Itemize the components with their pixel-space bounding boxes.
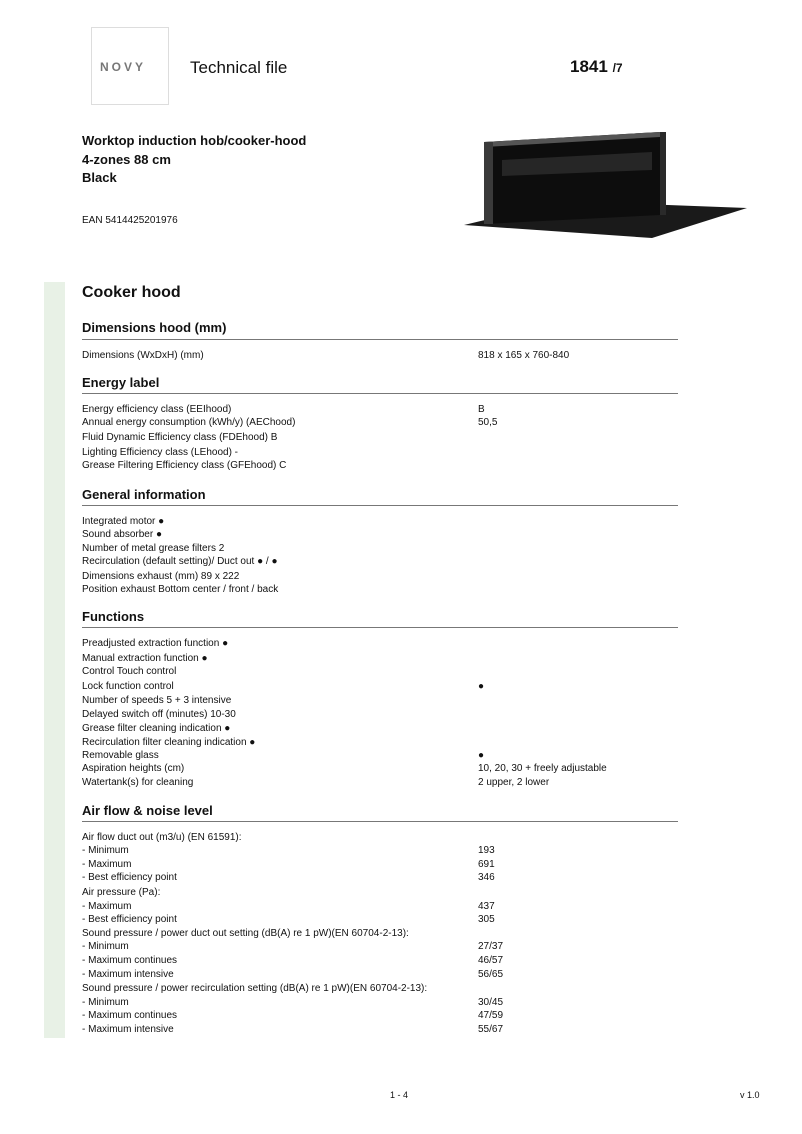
- version: v 1.0: [740, 1090, 760, 1100]
- spec-value: 10, 20, 30 + freely adjustable: [478, 763, 607, 774]
- section-rule: [82, 505, 678, 506]
- spec-label: Air pressure (Pa):: [82, 887, 161, 898]
- main-heading: Cooker hood: [82, 284, 181, 301]
- spec-label: - Best efficiency point: [82, 872, 177, 883]
- section-title-airflow: Air flow & noise level: [82, 803, 213, 818]
- section-rule: [82, 821, 678, 822]
- spec-label: - Minimum: [82, 941, 129, 952]
- spec-label: Recirculation (default setting)/ Duct out ● / ●: [82, 556, 278, 567]
- novy-logo: NOVY: [100, 60, 147, 74]
- spec-label: - Maximum continues: [82, 955, 178, 966]
- spec-value: 193: [478, 845, 495, 856]
- ean-code: EAN 5414425201976: [82, 215, 178, 226]
- spec-value: 47/59: [478, 1010, 504, 1021]
- product-title: [82, 132, 306, 188]
- section-rule: [82, 393, 678, 394]
- spec-label: Recirculation filter cleaning indication ●: [82, 737, 256, 748]
- spec-label: Grease filter cleaning indication ●: [82, 723, 231, 734]
- spec-label: Sound absorber ●: [82, 529, 162, 540]
- spec-label: - Best efficiency point: [82, 914, 177, 925]
- spec-label: - Maximum intensive: [82, 969, 174, 980]
- spec-value: 818 x 165 x 760-840: [478, 350, 570, 361]
- section-title-functions: Functions: [82, 609, 145, 624]
- spec-value: 56/65: [478, 969, 504, 980]
- spec-label: Control Touch control: [82, 666, 177, 677]
- spec-label: - Maximum: [82, 901, 132, 912]
- spec-value: ●: [478, 681, 485, 692]
- spec-value: ●: [478, 750, 485, 761]
- spec-label: Aspiration heights (cm): [82, 763, 185, 774]
- spec-label: Removable glass: [82, 750, 159, 761]
- spec-value: 46/57: [478, 955, 504, 966]
- spec-label: - Maximum: [82, 859, 132, 870]
- spec-value: B: [478, 404, 485, 415]
- spec-value: 2 upper, 2 lower: [478, 777, 550, 788]
- spec-value: 50,5: [478, 417, 498, 428]
- spec-label: Energy efficiency class (EEIhood): [82, 404, 232, 415]
- spec-label: Dimensions (WxDxH) (mm): [82, 350, 204, 361]
- doc-number-suffix: /7: [612, 61, 623, 75]
- spec-label: Lighting Efficiency class (LEhood) -: [82, 447, 239, 458]
- section-title-general: General information: [82, 487, 206, 502]
- spec-label: Delayed switch off (minutes) 10-30: [82, 709, 236, 720]
- spec-label: Integrated motor ●: [82, 516, 165, 527]
- spec-value: 691: [478, 859, 495, 870]
- spec-value: 55/67: [478, 1024, 504, 1035]
- spec-value: 437: [478, 901, 495, 912]
- section-rule: [82, 339, 678, 340]
- spec-value: 346: [478, 872, 495, 883]
- product-line-1: Worktop induction hob/cooker-hood: [82, 133, 307, 148]
- spec-label: Preadjusted extraction function ●: [82, 638, 229, 649]
- sidebar-band: [44, 282, 65, 1038]
- doc-number: [570, 57, 623, 77]
- spec-label: Grease Filtering Efficiency class (GFEhood) C: [82, 460, 287, 471]
- spec-label: - Minimum: [82, 997, 129, 1008]
- product-image: [462, 128, 750, 240]
- spec-label: Watertank(s) for cleaning: [82, 777, 194, 788]
- spec-value: 30/45: [478, 997, 504, 1008]
- doc-number-main: 1841: [570, 57, 608, 76]
- spec-label: Position exhaust Bottom center / front / back: [82, 584, 279, 595]
- product-line-2: 4-zones 88 cm: [82, 151, 171, 167]
- spec-label: Dimensions exhaust (mm) 89 x 222: [82, 571, 240, 582]
- spec-label: Manual extraction function ●: [82, 653, 208, 664]
- spec-label: Lock function control: [82, 681, 174, 692]
- product-line-3: Black: [82, 170, 117, 185]
- section-title-energy: Energy label: [82, 375, 160, 390]
- spec-label: Sound pressure / power duct out setting (dB(A) re 1 pW)(EN 60704-2-13):: [82, 928, 409, 939]
- section-rule: [82, 627, 678, 628]
- spec-label: - Minimum: [82, 845, 129, 856]
- spec-label: Fluid Dynamic Efficiency class (FDEhood) B: [82, 432, 278, 443]
- spec-label: Air flow duct out (m3/u) (EN 61591):: [82, 832, 242, 843]
- doc-title: Technical file: [190, 58, 288, 77]
- page-number: 1 - 4: [390, 1090, 409, 1100]
- spec-label: - Maximum continues: [82, 1010, 178, 1021]
- spec-value: 27/37: [478, 941, 504, 952]
- spec-label: Annual energy consumption (kWh/y) (AEChood): [82, 417, 296, 428]
- spec-label: Sound pressure / power recirculation setting (dB(A) re 1 pW)(EN 60704-2-13):: [82, 983, 428, 994]
- spec-label: Number of speeds 5 + 3 intensive: [82, 695, 232, 706]
- spec-label: - Maximum intensive: [82, 1024, 174, 1035]
- section-title-dimensions: Dimensions hood (mm): [82, 320, 227, 335]
- spec-value: 305: [478, 914, 495, 925]
- spec-label: Number of metal grease filters 2: [82, 543, 225, 554]
